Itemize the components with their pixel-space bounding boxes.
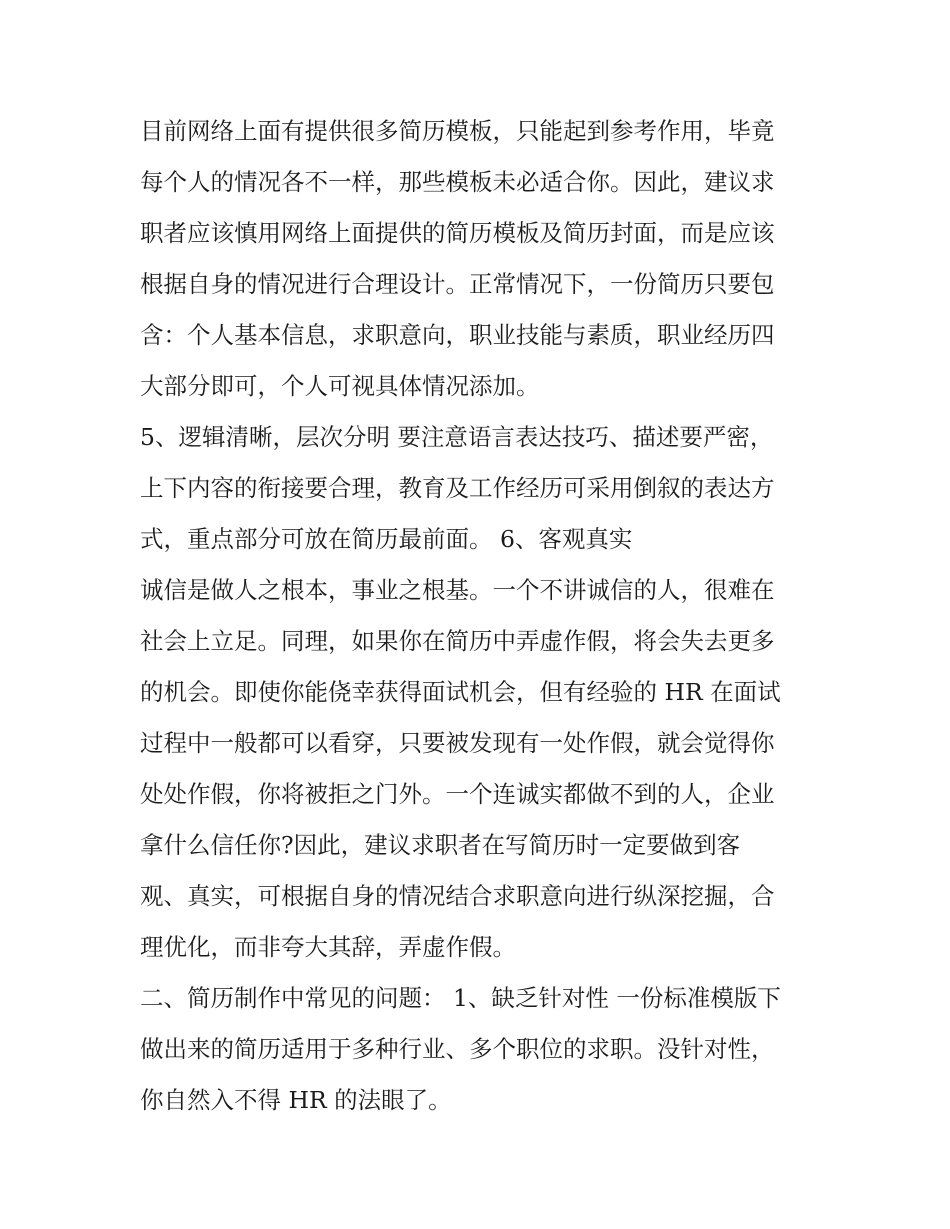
text-line: 职者应该慎用网络上面提供的简历模板及简历封面，而是应该 [140,219,775,247]
text-line: 大部分即可，个人可视具体情况添加。 [140,372,540,400]
text-line: 含：个人基本信息，求职意向，职业技能与素质，职业经历四 [140,321,775,349]
text-line: 上下内容的衔接要合理，教育及工作经历可采用倒叙的表达方 [140,474,775,502]
text-line: 拿什么信任你?因此，建议求职者在写简历时一定要做到客 [140,831,741,859]
text-line: 根据自身的情况进行合理设计。正常情况下，一份简历只要包 [140,270,775,298]
document-body [140,106,820,1126]
text-line: 5、逻辑清晰，层次分明 要注意语言表达技巧、描述要严密， [140,423,774,451]
text-line: 目前网络上面有提供很多简历模板，只能起到参考作用，毕竟 [140,117,775,145]
text-line: 你自然入不得 HR 的法眼了。 [140,1086,452,1114]
text-line: 社会上立足。同理，如果你在简历中弄虚作假，将会失去更多 [140,627,775,655]
text-line: 过程中一般都可以看穿，只要被发现有一处作假，就会觉得你 [140,729,775,757]
text-line: 理优化，而非夸大其辞，弄虚作假。 [140,933,516,961]
text-line: 二、简历制作中常见的问题： 1、缺乏针对性 一份标准模版下 [140,984,781,1012]
text-line: 每个人的情况各不一样，那些模板未必适合你。因此，建议求 [140,168,775,196]
text-line: 做出来的简历适用于多种行业、多个职位的求职。没针对性， [140,1035,775,1063]
text-line: 处处作假，你将被拒之门外。一个连诚实都做不到的人，企业 [140,780,775,808]
text-line: 式，重点部分可放在简历最前面。 6、客观真实 [140,525,633,553]
text-line: 的机会。即使你能侥幸获得面试机会，但有经验的 HR 在面试 [140,678,781,706]
text-line: 诚信是做人之根本，事业之根基。一个不讲诚信的人，很难在 [140,576,775,604]
text-line: 观、真实，可根据自身的情况结合求职意向进行纵深挖掘，合 [140,882,775,910]
